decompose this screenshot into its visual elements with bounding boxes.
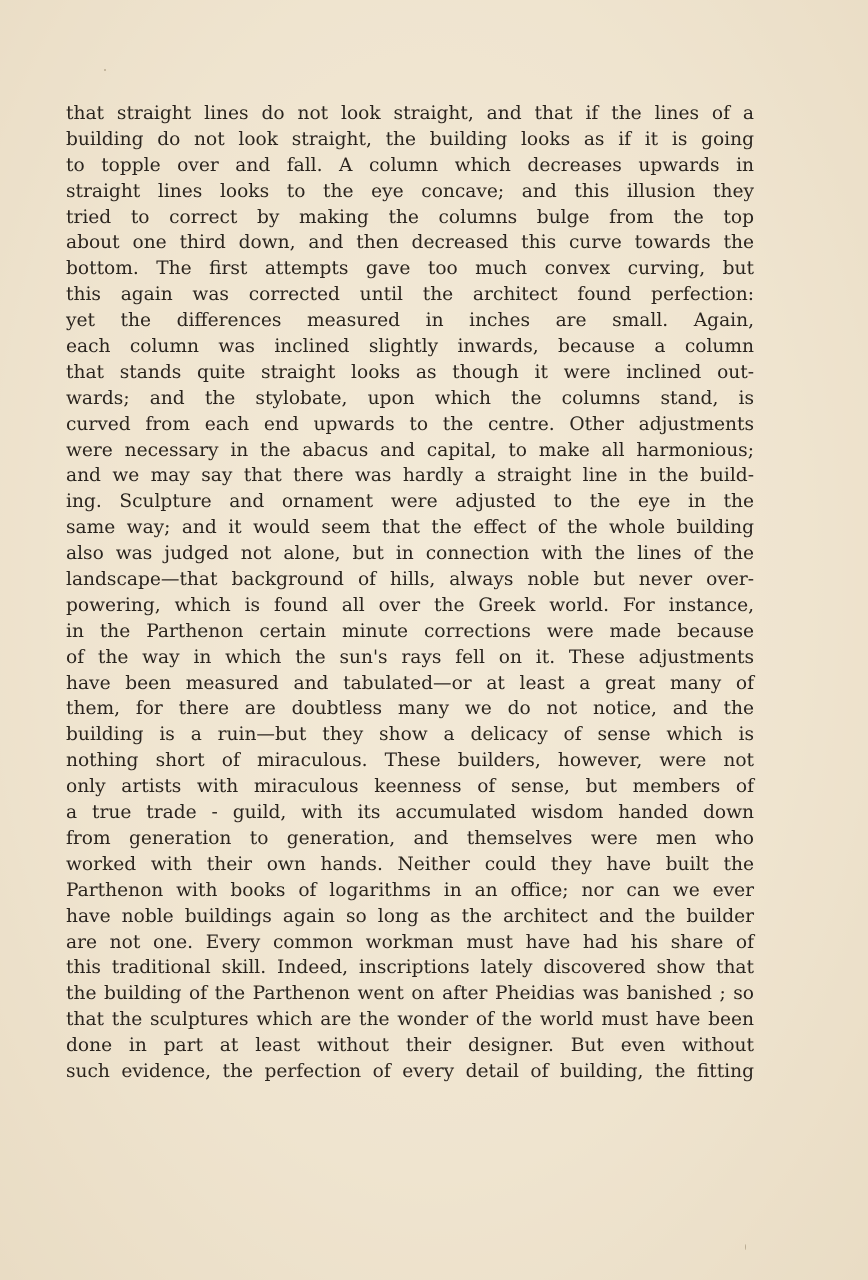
text-line: that stands quite straight looks as though it were inclined out- [66, 361, 754, 383]
body-text [66, 101, 754, 1085]
text-line: this traditional skill. Indeed, inscriptions lately discovered show that [66, 957, 754, 979]
text-line: this again was corrected until the architect found perfection: [66, 284, 754, 306]
text-line: each column was inclined slightly inwards, because a column [66, 336, 754, 358]
text-line: building do not look straight, the building looks as if it is going [66, 128, 754, 150]
text-line: are not one. Every common workman must have had his share of [66, 931, 754, 953]
text-line: such evidence, the perfection of every detail of building, the fitting [66, 1060, 754, 1082]
text-line: have been measured and tabulated—or at least a great many of [66, 672, 754, 694]
text-line: of the way in which the sun's rays fell on it. These adjustments [66, 646, 754, 668]
text-line: also was judged not alone, but in connection with the lines of the [66, 543, 754, 565]
text-line: worked with their own hands. Neither could they have built the [66, 853, 754, 875]
text-line: have noble buildings again so long as the architect and the builder [66, 905, 754, 927]
text-line: that the sculptures which are the wonder of the world must have been [66, 1009, 754, 1031]
text-line: tried to correct by making the columns bulge from the top [66, 206, 754, 228]
text-line: to topple over and fall. A column which decreases upwards in [66, 154, 754, 176]
paper-speck [104, 69, 106, 71]
text-line: straight lines looks to the eye concave; and this illusion they [66, 180, 754, 202]
text-line: same way; and it would seem that the effect of the whole building [66, 517, 754, 539]
text-line: in the Parthenon certain minute corrections were made because [66, 620, 754, 642]
text-line: a true trade - guild, with its accumulated wisdom handed down [66, 802, 754, 824]
paper-speck [745, 1244, 746, 1250]
text-line: the building of the Parthenon went on after Pheidias was banished ; so [66, 983, 754, 1005]
text-line: bottom. The first attempts gave too much convex curving, but [66, 258, 754, 280]
text-line: building is a ruin—but they show a delicacy of sense which is [66, 724, 754, 746]
text-line: yet the differences measured in inches are small. Again, [66, 310, 754, 332]
text-line: from generation to generation, and themselves were men who [66, 827, 754, 849]
text-line: about one third down, and then decreased this curve towards the [66, 232, 754, 254]
text-line: wards; and the stylobate, upon which the columns stand, is [66, 387, 754, 409]
text-line: Parthenon with books of logarithms in an office; nor can we ever [66, 879, 754, 901]
text-line: nothing short of miraculous. These builders, however, were not [66, 750, 754, 772]
text-line: that straight lines do not look straight, and that if the lines of a [66, 103, 754, 124]
text-line: done in part at least without their designer. But even without [66, 1035, 754, 1057]
text-line: and we may say that there was hardly a straight line in the build- [66, 465, 754, 487]
text-line: powering, which is found all over the Greek world. For instance, [66, 594, 754, 616]
text-line: only artists with miraculous keenness of sense, but members of [66, 776, 754, 798]
text-line: landscape—that background of hills, always noble but never over- [66, 569, 754, 591]
text-line: were necessary in the abacus and capital, to make all harmonious; [66, 439, 754, 461]
text-line: them, for there are doubtless many we do not notice, and the [66, 698, 754, 720]
text-line: curved from each end upwards to the centre. Other adjustments [66, 413, 754, 435]
text-line: ing. Sculpture and ornament were adjusted to the eye in the [66, 491, 754, 513]
